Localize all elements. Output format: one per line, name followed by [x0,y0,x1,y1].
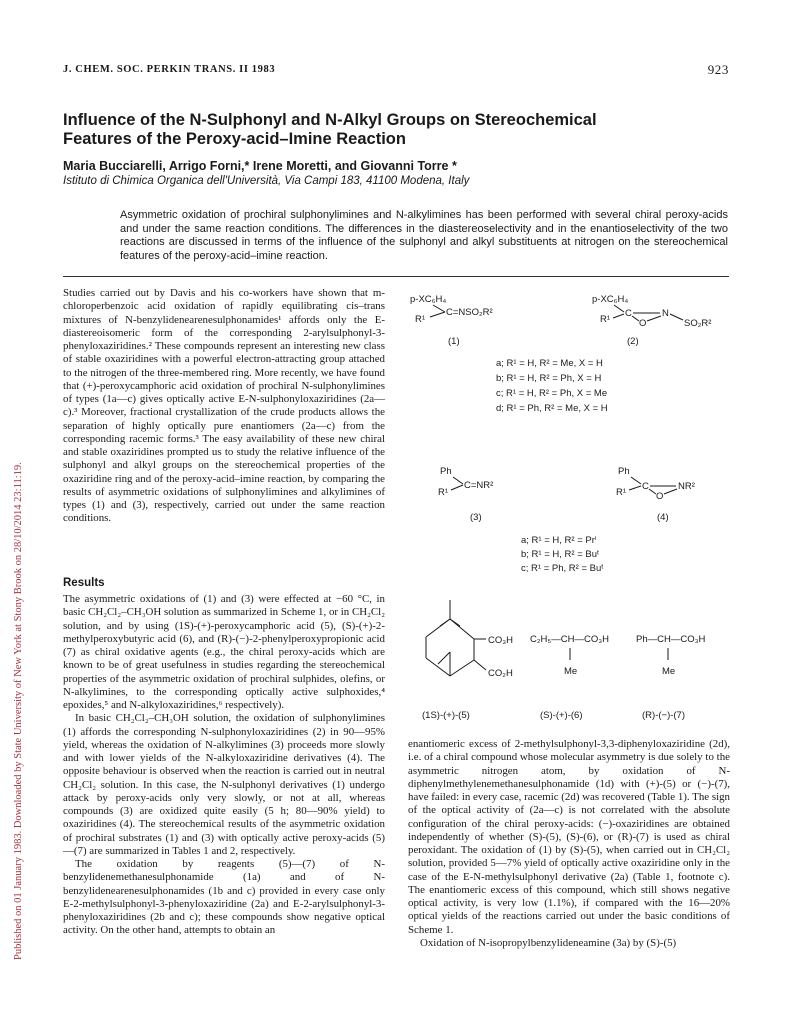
s2-ring-on [647,316,661,321]
s2-substituent: p-XC₆H₄ [592,294,629,305]
results-text [63,593,385,938]
authors: Maria Bucciarelli, Arrigo Forni,* Irene Moretti, and Giovanni Torre * [63,159,457,173]
s2-label: (2) [627,336,639,347]
s4-oxygen: O [656,491,664,502]
s5-co2h: CO₂H [488,668,513,679]
s2-carbon: C [625,308,632,319]
s3-bond-upper [453,477,463,484]
s6-label: (S)-(+)-(6) [540,710,583,721]
right-column [408,738,730,950]
s7-label: (R)-(−)-(7) [642,710,686,721]
affiliation: Istituto di Chimica Organica dell'Università, Via Campi 183, 41100 Modena, Italy [63,175,470,187]
s3-ph: Ph [440,466,452,477]
s2-group: SO₂R² [684,318,712,329]
download-stamp-text: Published on 01 January 1983. Downloaded by State University of New York at Stony Brook on 28/10/2014 23:11:19. [13,462,24,960]
s1-bond-upper [433,305,445,312]
results-paragraph-3: The oxidation by reagents (5)—(7) of N-benzylidenemethanesulphonamide (1a) and of N-benzylidenearenesulphonamides (1b and c) provided in every case only E-2-methylsulphonyl-3-phenyloxaziridine (2a) and E-2-arylsulphonyl-3-phenyloxaziridines (2b and c); these compounds show negative optical activity. On the other hand, attempts to obtain an [63,858,385,937]
variant-12-a: a; R¹ = H, R² = Me, X = H [496,358,603,369]
left-column [63,287,385,526]
s2-bond-lower [613,314,624,318]
s4-ring-co [649,489,656,494]
s1-group: C=NSO₂R² [446,307,493,318]
s3-label: (3) [470,512,482,523]
s4-bond-upper [631,477,641,484]
chemical-structures [400,282,735,727]
s2-bond-upper [614,305,624,312]
s2-bond-ns [670,314,683,320]
s3-group: C=NR² [464,480,494,491]
s1-bond-lower [430,312,445,317]
page-number: 923 [707,62,729,77]
s1-label: (1) [448,336,460,347]
running-header [63,64,729,80]
s1-r1: R¹ [415,314,426,325]
s2-oxygen: O [639,318,647,329]
s4-label: (4) [657,512,669,523]
variant-34-c: c; R¹ = Ph, R² = Buᵗ [521,563,604,574]
results-paragraph-1: The asymmetric oxidations of (1) and (3) were effected at −60 °C, in basic CH₂Cl₂–CH₃OH solution as summarized in Scheme 1, or in CH₂Cl₂ solution, and by using (1S)-(+)-peroxycamphoric acid (5), (S)-(+)-2-methylperoxybutyric acid (6), and (R)-(−)-2-phenylperoxypropionic acid (7) as chiral oxidative agents (e.g., the chiral peroxy-acids which are known to be of great usefulness in studies regarding the stereochemical properties of the asymmetric oxidation of prochiral sulphides, olefins, or N-alkylimines, to the corresponding optically active sulphoxides,⁴ epoxides,⁵ and N-alkyloxaziridines,⁶ respectively). [63,593,385,711]
s4-r1: R¹ [616,487,627,498]
variant-12-d: d; R¹ = Ph, R² = Me, X = H [496,403,608,414]
s4-group: NR² [678,481,695,492]
s1-substituent: p-XC₆H₄ [410,294,447,305]
results-heading: Results [63,577,105,589]
right-paragraph-2: Oxidation of N-isopropylbenzylideneamine (3a) by (S)-(5) [420,936,677,949]
s4-ph: Ph [618,466,630,477]
journal-name: J. CHEM. SOC. PERKIN TRANS. II 1983 [63,64,276,75]
results-paragraph-2: In basic CH₂Cl₂–CH₃OH solution, the oxidation of sulphonylimines (1) affords the corresponding N-sulphonyloxaziridines (2) in 90—95% yield, whereas the oxidation of N-alkylimines (3) proceeds more slowly and with lower yields of the N-alkyloxaziridine derivatives (4). The opposite behaviour is observed when the reaction is carried out in neutral CH₂Cl₂ solution. In this case, the N-sulphonyl derivatives (1) undergo attack by peroxy-acids only very slowly, or not at all, whereas compounds (3) are oxidized quite easily (5 h; 80—90% yield) to oxaziridines (4). The stereochemical results of the asymmetric oxidation of prochiral substrates (1) and (3) with optically active peroxy-acids (5)—(7) are summarized in Tables 1 and 2, respectively. [63,712,385,857]
s2-nitrogen: N [662,308,669,319]
s6-me: Me [564,666,578,677]
s7-formula: Ph—CH—CO₃H [636,634,706,645]
s4-ring-on [664,489,677,494]
variant-34-a: a; R¹ = H, R² = Prⁱ [521,535,597,546]
s5-co3h: CO₃H [488,635,513,646]
abstract-rule [63,276,729,277]
variant-34-b: b; R¹ = H, R² = Buᵗ [521,549,600,560]
title-line-1: Influence of the N-Sulphonyl and N-Alkyl Groups on Stereochemical [63,111,597,129]
s3-r1: R¹ [438,487,449,498]
abstract: Asymmetric oxidation of prochiral sulphonylimines and N-alkylimines has been performed with several chiral peroxy-acids and under the same reaction conditions. The differences in the diastereoselectivity and in the enantioselectivity of the two reactions are discussed in terms of the influence of the sulphonyl and alkyl substituents at nitrogen on the stereochemical features of the peroxy-acid–imine reaction. [120,209,728,262]
s2-r1: R¹ [600,314,611,325]
s6-formula: C₂H₅—CH—CO₃H [530,634,609,645]
s3-bond-lower [451,485,463,490]
intro-paragraph: Studies carried out by Davis and his co-workers have shown that m-chloroperbenzoic acid oxidation of rapidly equilibrating cis–trans mixtures of N-benzylidenearenesulphonamides¹ affords only the E-diastereoisomeric form of the corresponding 2-arylsulphonyl-3-phenyloxaziridines.² These compounds represent an interesting new class of stable oxaziridines with a powerful electron-attracting group attached to the nitrogen of the three-membered ring. More recently, we have found that (+)-peroxycamphoric acid oxidation of prochiral N-sulphonylimines of types (1a—c) gives optically active E-N-sulphonyloxaziridines (2a—c).³ Moreover, fractional crystallization of the crude products allows the separation of highly optically pure enantiomers (2a—c) from the corresponding racemic forms.³ The easy availability of these new chiral and stable oxaziridines prompted us to study the relative influence of the sulphonyl and alkyl groups on the stereochemical properties of the oxaziridine ring and of the peroxy-acid–imine reaction, by comparing the results of asymmetric oxidations of sulphonylimines and alkylimines of types (1) and (3), respectively, carried out under the same reaction conditions. [63,287,385,525]
variant-12-c: c; R¹ = H, R² = Ph, X = Me [496,388,608,399]
download-stamp [2,60,24,960]
right-paragraph-1: enantiomeric excess of 2-methylsulphonyl-3,3-diphenyloxaziridine (2d), i.e. of a chiral compound whose molecular asymmetry is due solely to the asymmetric nitrogen atom, by oxidation of N-diphenylmethylenemethanesulphonamide (1d) with (+)-(5) or (−)-(7), have failed: in every case, racemic (2d) was recovered (Table 1). The sign of the optical activity of (2a—c) is not correlated with the absolute configuration of the chiral peroxy-acids: (−)-oxaziridines are obtained independently of whether (S)-(5), (S)-(6), or (R)-(7) is used as chiral peroxidant. The oxidation of (1) by (S)-(5), when carried out in CH₂Cl₂ solution, provided 5—7% yield of optically active oxaziridine only in the case of the E-N-methylsulphonyl derivative (2a) (Table 1, footnote c). The enantiomeric excess of this compound, which still shows negative optical activity, is very low (1.1%), if compared with the 16—20% optical yields of the reactions carried out under the basic conditions of Scheme 1. [408,738,730,936]
s5-skeleton [426,600,486,676]
title-line-2: Features of the Peroxy-acid–Imine Reaction [63,130,406,148]
s5-label: (1S)-(+)-(5) [422,710,470,721]
s2-ring-co [632,316,639,321]
article-title [63,111,723,149]
variant-12-b: b; R¹ = H, R² = Ph, X = H [496,373,602,384]
s4-carbon: C [642,481,649,492]
s4-bond-lower [629,486,641,490]
s7-me: Me [662,666,676,677]
